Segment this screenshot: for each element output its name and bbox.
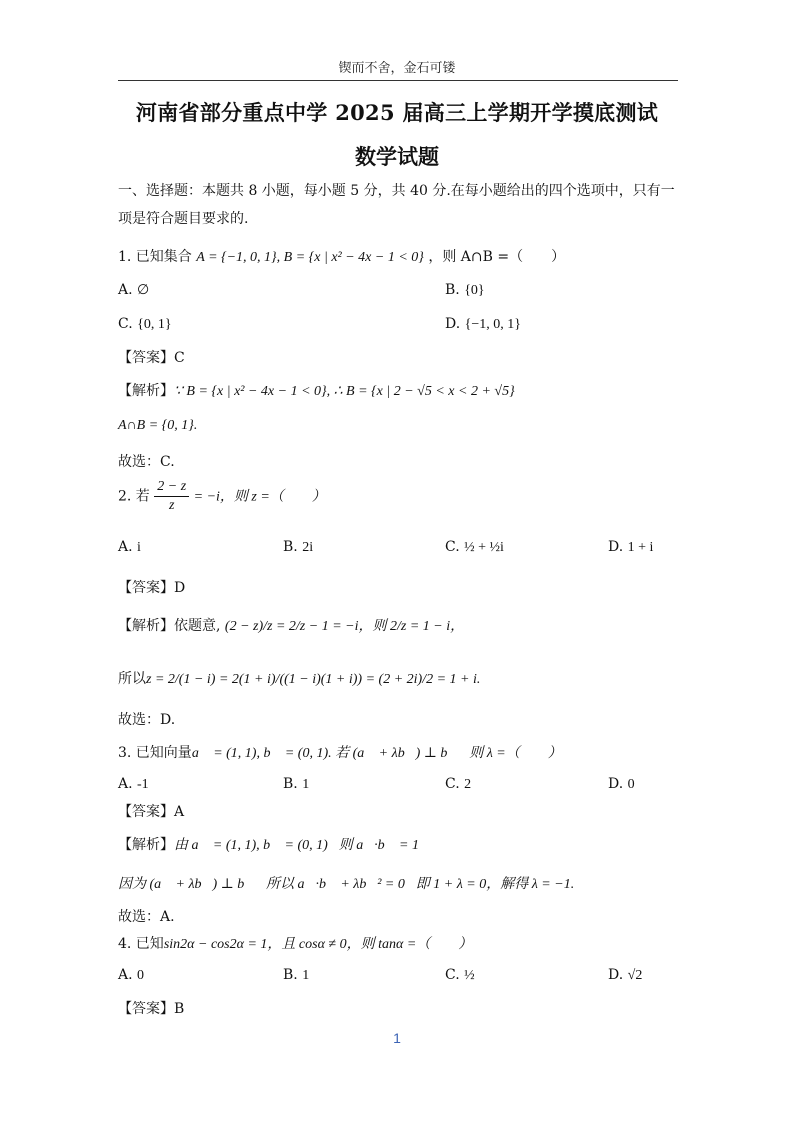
question-3: 3. 已知向量a⃗ = (1, 1), b⃗ = (0, 1). 若 (a⃗ + λb⃗) ⊥ b⃗，则 λ =（ ） [118, 745, 562, 761]
q1-choose: 故选：C. [118, 454, 175, 470]
q2-option-c: C. ½ + ½i [445, 539, 504, 555]
question-2-prefix: 2. 若 [118, 488, 150, 505]
page-header-motto: 锲而不舍，金石可镂 [338, 61, 456, 76]
q4-answer: 【答案】B [118, 1001, 185, 1017]
q1-analysis-line2: A∩B = {0, 1}. [118, 418, 198, 433]
q4-option-a: A. 0 [118, 967, 145, 983]
q3-option-a: A. -1 [118, 776, 149, 792]
q2-option-b: B. 2i [283, 539, 314, 555]
q3-option-b: B. 1 [283, 776, 310, 792]
q2-analysis-line1: 【解析】依题意, (2 − z)/z = 2/z − 1 = −i，则 2/z = 1 − i， [118, 618, 465, 634]
section-intro-line2: 项是符合题目要求的. [118, 211, 249, 227]
q1-option-a: A. ∅ [118, 282, 150, 298]
q1-analysis-line1: 【解析】∵ B = {x | x² − 4x − 1 < 0}, ∴ B = {x | 2 − √5 < x < 2 + √5} [118, 383, 515, 399]
q1-answer: 【答案】C [118, 350, 185, 366]
q1-option-d: D. {−1, 0, 1} [445, 316, 521, 332]
q2-option-d: D. 1 + i [608, 539, 654, 555]
question-1 [118, 246, 565, 266]
question-4: 4. 已知sin2α − cos2α = 1，且 cosα ≠ 0，则 tanα =（ ） [118, 936, 473, 952]
q3-choose: 故选：A. [118, 909, 175, 925]
header-divider [118, 80, 678, 81]
q2-analysis-line2: 所以z = 2/(1 − i) = 2(1 + i)/((1 − i)(1 + i)) = (2 + 2i)/2 = 1 + i. [118, 671, 481, 687]
q3-option-d: D. 0 [608, 776, 635, 792]
question-2 [118, 478, 326, 515]
q3-answer: 【答案】A [118, 804, 185, 820]
q2-choose: 故选：D. [118, 712, 176, 728]
q4-option-b: B. 1 [283, 967, 310, 983]
q3-analysis-line1: 【解析】由 a⃗ = (1, 1), b⃗ = (0, 1)，则 a⃗·b⃗ = 1， [118, 837, 430, 853]
question-1-math: A = {−1, 0, 1}, B = {x | x² − 4x − 1 < 0} [196, 250, 424, 265]
q4-option-c: C. ½ [445, 967, 475, 983]
q1-option-c: C. {0, 1} [118, 316, 172, 332]
section-intro-line1: 一、选择题：本题共 8 小题，每小题 5 分，共 40 分.在每小题给出的四个选项中，只有一 [118, 183, 675, 199]
q3-analysis-line2: 因为 (a⃗ + λb⃗) ⊥ b⃗，所以 a⃗·b⃗ + λb⃗² = 0，即 1 + λ = 0，解得 λ = −1. [118, 877, 575, 892]
document-title: 河南省部分重点中学 2025 届高三上学期开学摸底测试 [135, 100, 659, 125]
question-1-suffix: ，则 A∩B =（ ） [428, 249, 566, 265]
question-2-rest: = −i，则 z =（ ） [193, 489, 326, 505]
question-2-fraction: $\frac{2 - z}{z}$ [154, 478, 189, 515]
q4-option-d: D. √2 [608, 967, 643, 983]
q3-option-c: C. 2 [445, 776, 472, 792]
question-1-prefix: 1. 已知集合 [118, 249, 192, 265]
document-subtitle: 数学试题 [355, 144, 439, 169]
q1-option-b: B. {0} [445, 282, 485, 298]
q2-option-a: A. i [118, 539, 141, 555]
q2-answer: 【答案】D [118, 580, 186, 596]
page-number: 1 [393, 1030, 401, 1046]
